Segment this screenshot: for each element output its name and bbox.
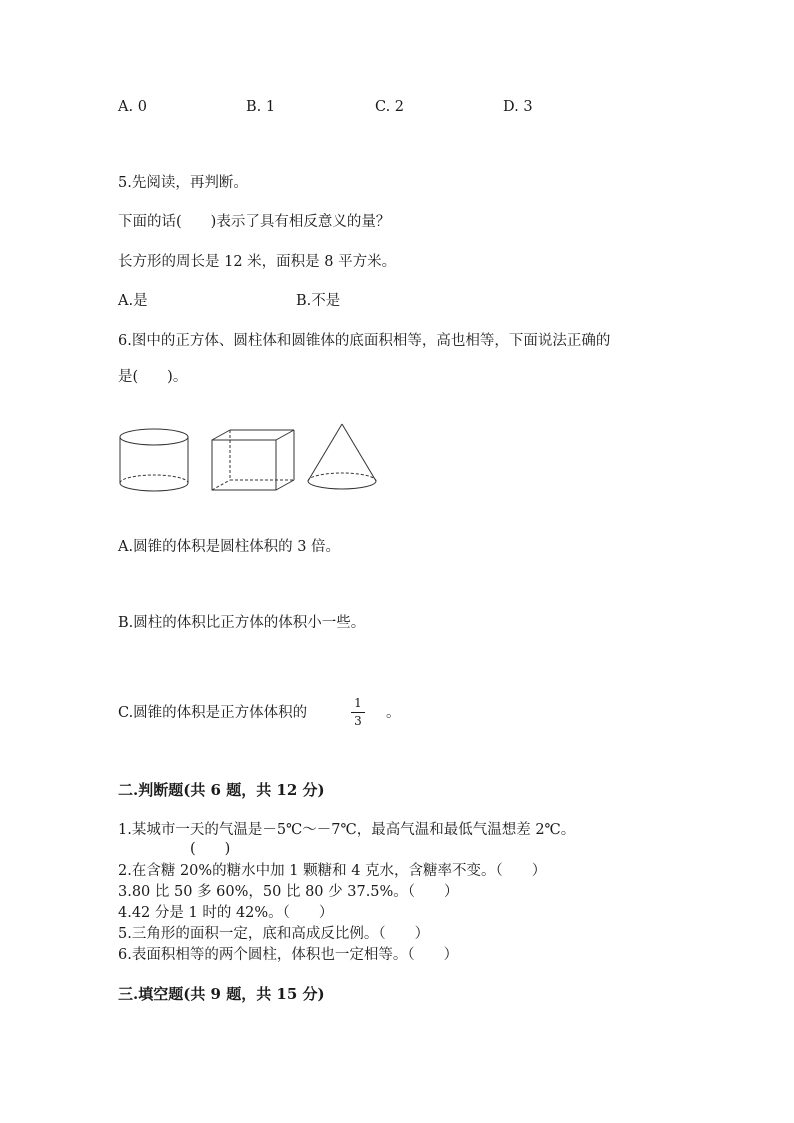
judge-item-3: 3.80 比 50 多 60%，50 比 80 少 37.5%。（ ） [118,884,459,900]
section3-heading: 三.填空题(共 9 题，共 15 分) [118,985,325,1003]
q6-question-line2: 是( )。 [118,369,188,385]
fraction-bar [351,712,365,713]
q5-statement: 长方形的周长是 12 米，面积是 8 平方米。 [118,254,397,270]
judge-item-5: 5.三角形的面积一定，底和高成反比例。（ ） [118,926,430,942]
judge-item-6: 6.表面积相等的两个圆柱，体积也一定相等。（ ） [118,947,459,963]
judge-item-1: 1.某城市一天的气温是－5℃～－7℃，最高气温和最低气温想差 2℃。 [118,822,576,838]
fraction-numerator: 1 [354,696,362,710]
judge-item-1-answer: ( ) [190,841,231,857]
q5-option-a: A.是 [118,293,148,309]
fraction-denominator: 3 [354,714,362,728]
q6-option-c: C.圆锥的体积是正方体体积的 [118,705,308,721]
q4-option-b: B. 1 [246,99,276,115]
q4-option-a: A. 0 [118,99,147,115]
q5-question: 下面的话( )表示了具有相反意义的量？ [118,214,391,230]
cube-figure [212,430,294,490]
q4-option-d: D. 3 [503,99,533,115]
q6-option-a: A.圆锥的体积是圆柱体积的 3 倍。 [118,539,341,555]
section2-heading: 二.判断题(共 6 题，共 12 分) [118,781,325,799]
q5-title: 5.先阅读，再判断。 [118,175,248,191]
judge-item-2: 2.在含糖 20%的糖水中加 1 颗糖和 4 克水，含糖率不变。（ ） [118,863,547,879]
q6-option-b: B.圆柱的体积比正方体的体积小一些。 [118,615,366,631]
q4-option-c: C. 2 [375,99,405,115]
one-third-fraction [351,696,365,728]
q6-question-line1: 6.图中的正方体、圆柱体和圆锥体的底面积相等，高也相等，下面说法正确的 [118,333,611,349]
q5-option-b: B.不是 [296,293,341,309]
solids-figure [116,422,386,498]
cone-figure [308,424,376,489]
judge-item-4: 4.42 分是 1 时的 42%。（ ） [118,905,334,921]
q6-option-c-end: 。 [386,705,401,721]
cylinder-figure [120,429,188,491]
